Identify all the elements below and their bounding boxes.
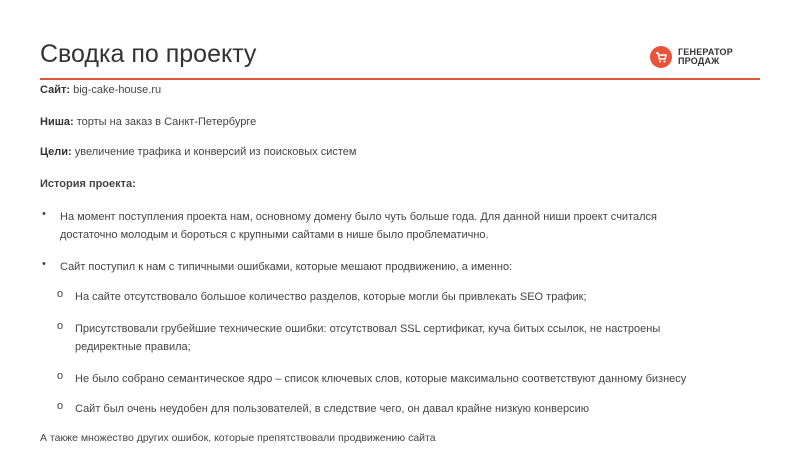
sub-bullet-circle: o xyxy=(57,370,64,382)
goals-row xyxy=(40,146,356,158)
list-item-line: достаточно молодым и бороться с крупными сайтами в нише было проблематично. xyxy=(60,229,489,241)
niche-value: торты на заказ в Санкт-Петербурге xyxy=(76,116,257,128)
list-item-line: На момент поступления проекта нам, основному домену было чуть больше года. Для данной ниши проект считался xyxy=(60,211,657,223)
title-divider xyxy=(40,78,760,80)
niche-label: Ниша: xyxy=(40,116,74,128)
list-item xyxy=(60,208,657,244)
sub-bullet-circle: o xyxy=(57,320,64,332)
footer-note: А также множество других ошибок, которые препятствовали продвижению сайта xyxy=(40,432,436,444)
sub-list-item xyxy=(75,370,686,388)
history-heading: История проекта: xyxy=(40,178,136,190)
logo-text xyxy=(678,48,733,66)
bullet-dot: • xyxy=(42,208,46,220)
list-item xyxy=(60,258,512,276)
list-item-line: Сайт поступил к нам с типичными ошибками, которые мешают продвижению, а именно: xyxy=(60,261,513,273)
sub-list-item xyxy=(75,320,660,356)
logo xyxy=(650,46,733,68)
site-value: big-cake-house.ru xyxy=(73,84,162,96)
sub-list-item-line: редиректные правила; xyxy=(75,341,191,353)
goals-value: увеличение трафика и конверсий из поисковых систем xyxy=(74,146,357,158)
logo-line-2: ПРОДАЖ xyxy=(678,56,720,66)
sub-list-item-line: На сайте отсутствовало большое количество разделов, которые могли бы привлекать SEO трафик; xyxy=(75,291,587,303)
sub-list-item-line: Не было собрано семантическое ядро – список ключевых слов, которые максимально соответствуют данному бизнесу xyxy=(75,373,687,385)
cart-icon xyxy=(650,46,672,68)
sub-list-item-line: Присутствовали грубейшие технические ошибки: отсутствовал SSL сертификат, куча битых ссылок, не настроены xyxy=(75,323,661,335)
bullet-dot: • xyxy=(42,258,46,270)
sub-list-item xyxy=(75,288,587,306)
site-row xyxy=(40,84,161,96)
sub-list-item-line: Сайт был очень неудобен для пользователей, в следствие чего, он давал крайне низкую конверсию xyxy=(75,403,589,415)
sub-bullet-circle: o xyxy=(57,400,64,412)
site-label: Сайт: xyxy=(40,84,71,96)
page-title: Сводка по проекту xyxy=(40,40,257,68)
sub-bullet-circle: o xyxy=(57,288,64,300)
sub-list-item xyxy=(75,400,589,418)
goals-label: Цели: xyxy=(40,146,72,158)
logo-line-1: ГЕНЕРАТОР xyxy=(678,47,733,57)
niche-row xyxy=(40,116,256,128)
